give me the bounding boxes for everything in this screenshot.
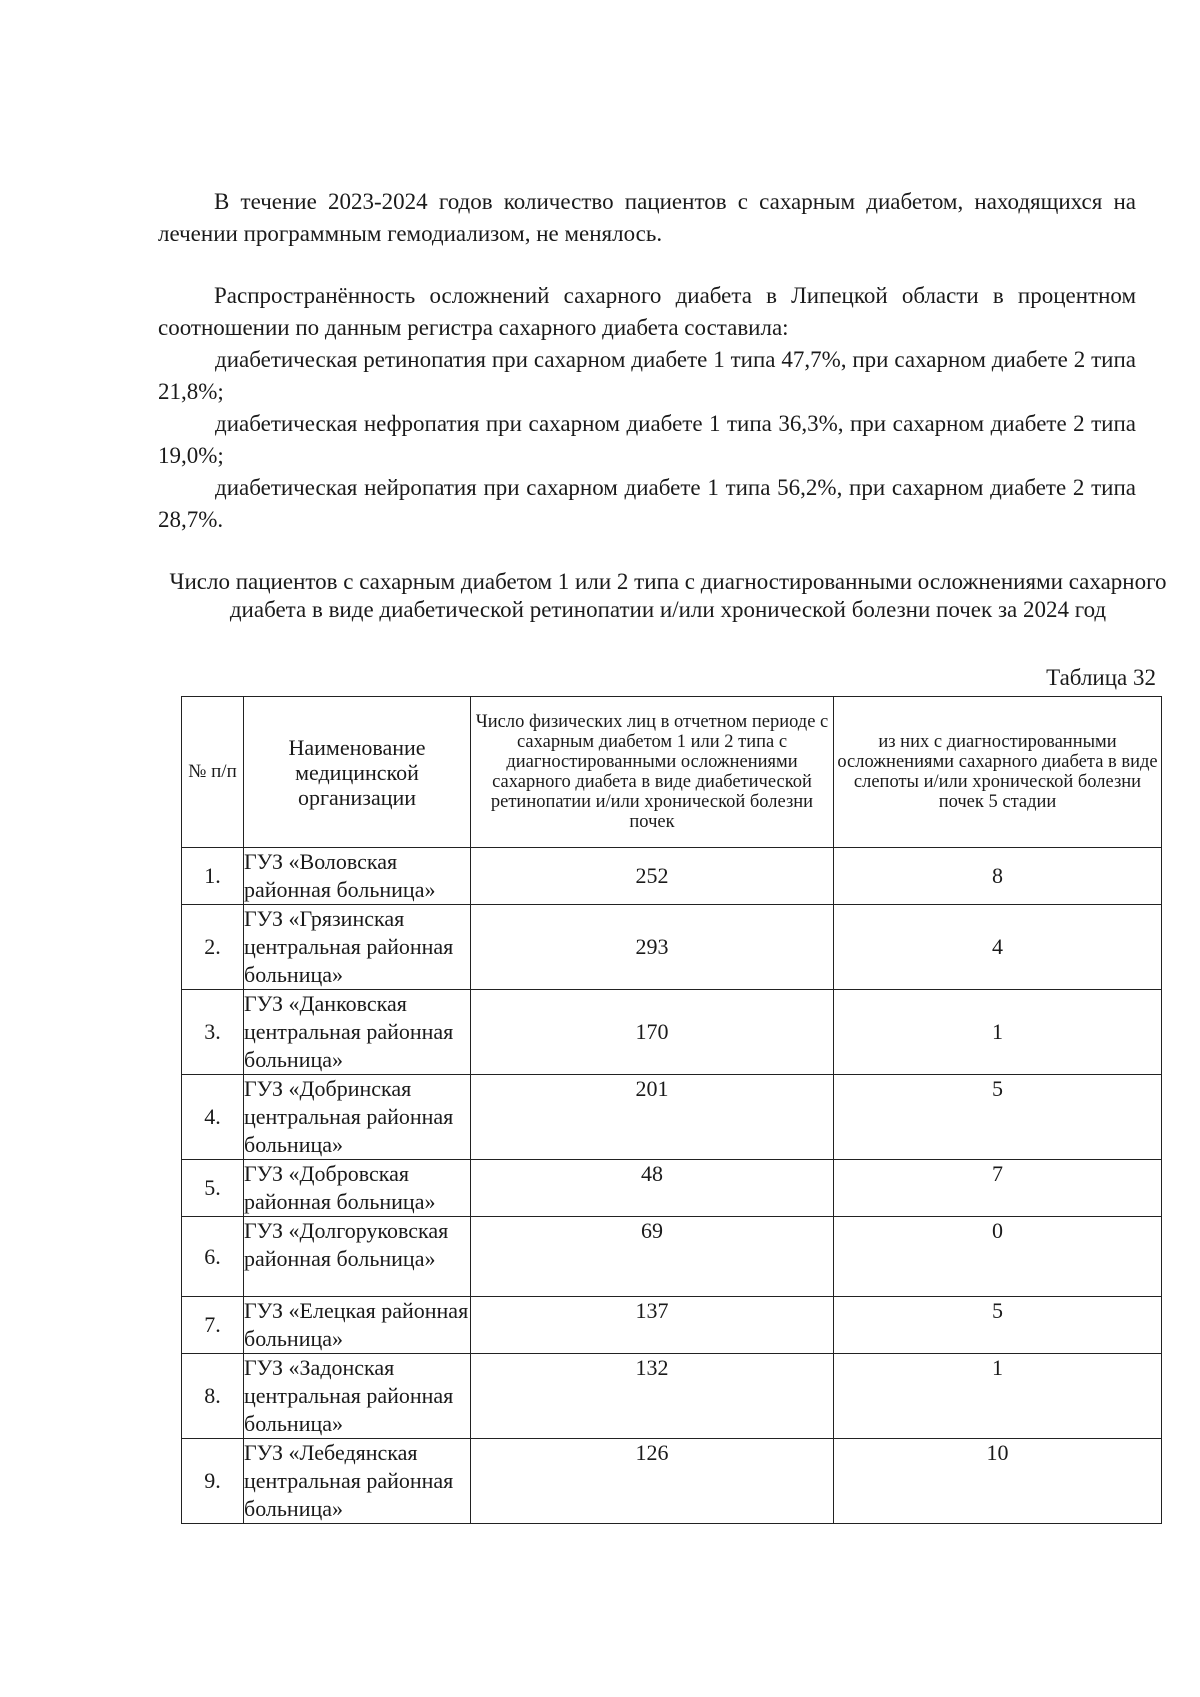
header-org: Наименование медицинской организации	[244, 697, 471, 848]
table-row	[182, 1160, 1162, 1217]
hemodialysis-paragraph: В течение 2023-2024 годов количество пациентов с сахарным диабетом, находящихся на лечении программным гемодиализом, не менялось.	[158, 189, 1136, 246]
table-row	[182, 1075, 1162, 1160]
row-number: 9.	[182, 1439, 244, 1524]
row-number: 7.	[182, 1297, 244, 1354]
table-row	[182, 1354, 1162, 1439]
severe-count: 5	[834, 1297, 1162, 1354]
table-label: Таблица 32	[1046, 665, 1156, 690]
table-row	[182, 848, 1162, 905]
patient-count: 170	[471, 990, 834, 1075]
organization-name: ГУЗ «Грязинская центральная районная больница»	[244, 905, 471, 990]
table-row	[182, 1439, 1162, 1524]
retinopathy-item: диабетическая ретинопатия при сахарном диабете 1 типа 47,7%, при сахарном диабете 2 типа 21,8%;	[158, 347, 1136, 404]
organization-name: ГУЗ «Елецкая районная больница»	[244, 1297, 471, 1354]
severe-count: 4	[834, 905, 1162, 990]
severe-count: 8	[834, 848, 1162, 905]
row-number: 5.	[182, 1160, 244, 1217]
patient-count: 201	[471, 1075, 834, 1160]
neuropathy-item: диабетическая нейропатия при сахарном диабете 1 типа 56,2%, при сахарном диабете 2 типа 28,7%.	[158, 475, 1136, 532]
table-row	[182, 990, 1162, 1075]
patient-count: 69	[471, 1217, 834, 1297]
organization-name: ГУЗ «Задонская центральная районная больница»	[244, 1354, 471, 1439]
header-count: Число физических лиц в отчетном периоде с сахарным диабетом 1 или 2 типа с диагностированными осложнениями сахарного диабета в виде диабетической ретинопатии и/или хронической болезни почек	[471, 697, 834, 848]
header-num: № п/п	[182, 697, 244, 848]
table-row	[182, 905, 1162, 990]
organization-name: ГУЗ «Лебедянская центральная районная больница»	[244, 1439, 471, 1524]
patient-count: 252	[471, 848, 834, 905]
nephropathy-item: диабетическая нефропатия при сахарном диабете 1 типа 36,3%, при сахарном диабете 2 типа 19,0%;	[158, 411, 1136, 468]
row-number: 4.	[182, 1075, 244, 1160]
table-row	[182, 1217, 1162, 1297]
severe-count: 0	[834, 1217, 1162, 1297]
table-header-row	[182, 697, 1162, 848]
header-severe: из них с диагностированными осложнениями сахарного диабета в виде слепоты и/или хронической болезни почек 5 стадии	[834, 697, 1162, 848]
severe-count: 1	[834, 1354, 1162, 1439]
severe-count: 7	[834, 1160, 1162, 1217]
severe-count: 10	[834, 1439, 1162, 1524]
row-number: 2.	[182, 905, 244, 990]
patient-count: 126	[471, 1439, 834, 1524]
organization-name: ГУЗ «Данковская центральная районная больница»	[244, 990, 471, 1075]
organization-name: ГУЗ «Воловская районная больница»	[244, 848, 471, 905]
severe-count: 1	[834, 990, 1162, 1075]
complications-table	[181, 696, 1162, 1524]
patient-count: 293	[471, 905, 834, 990]
organization-name: ГУЗ «Долгоруковская районная больница»	[244, 1217, 471, 1297]
row-number: 3.	[182, 990, 244, 1075]
row-number: 1.	[182, 848, 244, 905]
patient-count: 137	[471, 1297, 834, 1354]
severe-count: 5	[834, 1075, 1162, 1160]
patient-count: 48	[471, 1160, 834, 1217]
table-row	[182, 1297, 1162, 1354]
organization-name: ГУЗ «Добринская центральная районная больница»	[244, 1075, 471, 1160]
complications-intro-paragraph: Распространённость осложнений сахарного диабета в Липецкой области в процентном соотношении по данным регистра сахарного диабета составила:	[158, 283, 1136, 340]
row-number: 8.	[182, 1354, 244, 1439]
table-title: Число пациентов с сахарным диабетом 1 или 2 типа с диагностированными осложнениями сахарного диабета в виде диабетической ретинопатии и/или хронической болезни почек за 2024 год	[169, 569, 1167, 622]
row-number: 6.	[182, 1217, 244, 1297]
patient-count: 132	[471, 1354, 834, 1439]
table-body	[182, 848, 1162, 1524]
organization-name: ГУЗ «Добровская районная больница»	[244, 1160, 471, 1217]
